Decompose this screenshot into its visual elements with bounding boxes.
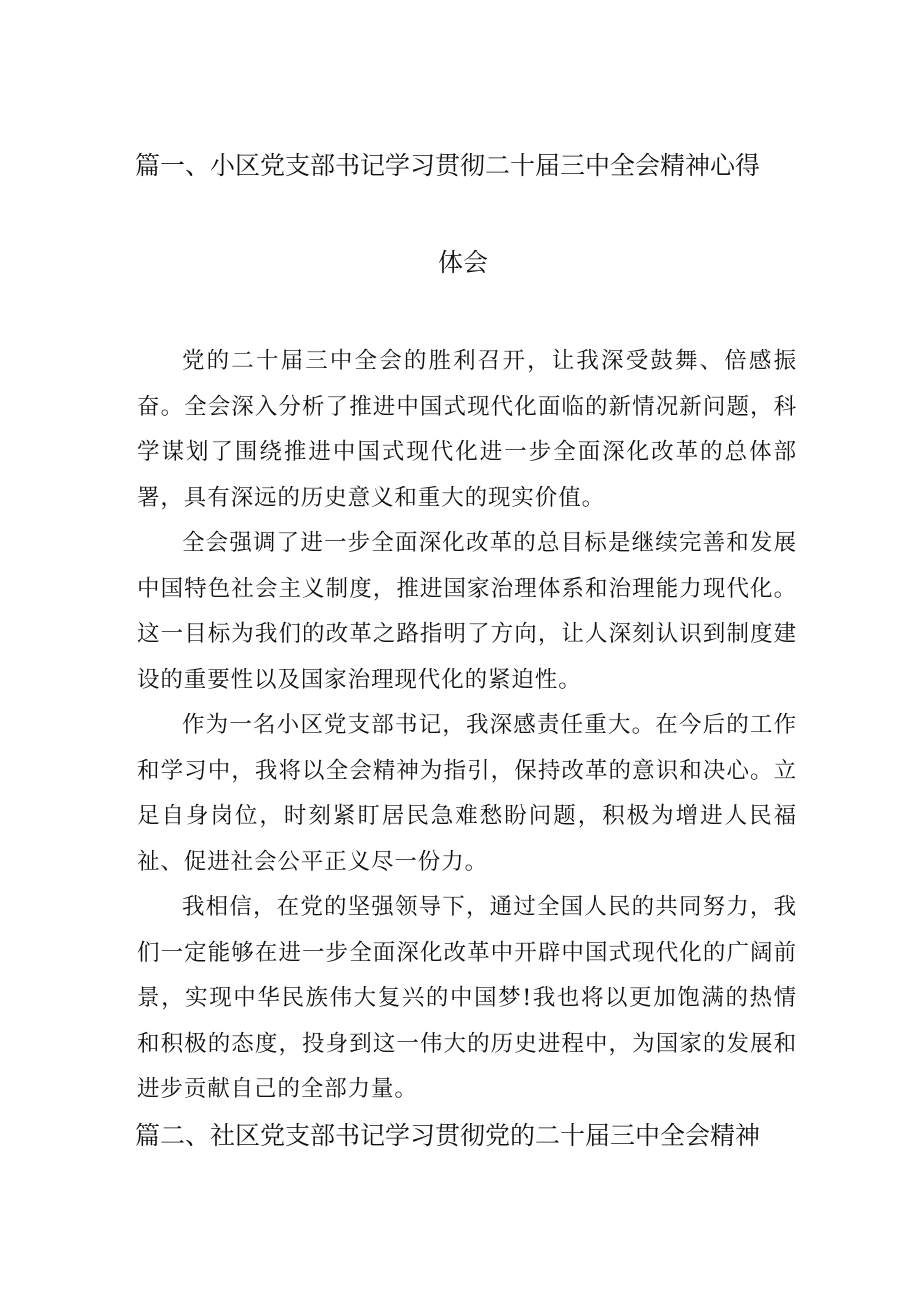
section1-paragraph-1: 党的二十届三中全会的胜利召开，让我深受鼓舞、倍感振奋。全会深入分析了推进中国式现代化面临的新情况新问题，科学谋划了围绕推进中国式现代化进一步全面深化改革的总体部署，具有深远的历史意义和重大的现实价值。 bbox=[137, 348, 797, 511]
section1-title-line2: 体会 bbox=[438, 248, 489, 277]
section1-paragraph-2: 全会强调了进一步全面深化改革的总目标是继续完善和发展中国特色社会主义制度，推进国家治理体系和治理能力现代化。这一目标为我们的改革之路指明了方向，让人深刻认识到制度建设的重要性以及国家治理现代化的紧迫性。 bbox=[137, 530, 797, 693]
section1-body bbox=[137, 339, 797, 1113]
section1-paragraph-3: 作为一名小区党支部书记，我深感责任重大。在今后的工作和学习中，我将以全会精神为指引，保持改革的意识和决心。立足自身岗位，时刻紧盯居民急难愁盼问题，积极为增进人民福祉、促进社会公平正义尽一份力。 bbox=[137, 712, 797, 875]
section1-title-line1: 篇一、小区党支部书记学习贯彻二十届三中全会精神心得 bbox=[135, 151, 761, 180]
section1-paragraph-4: 我相信，在党的坚强领导下，通过全国人民的共同努力，我们一定能够在进一步全面深化改革中开辟中国式现代化的广阔前景，实现中华民族伟大复兴的中国梦!我也将以更加饱满的热情和积极的态度，投身到这一伟大的历史进程中，为国家的发展和进步贡献自己的全部力量。 bbox=[137, 894, 797, 1102]
section2-title-line1: 篇二、社区党支部书记学习贯彻党的二十届三中全会精神 bbox=[135, 1121, 761, 1150]
